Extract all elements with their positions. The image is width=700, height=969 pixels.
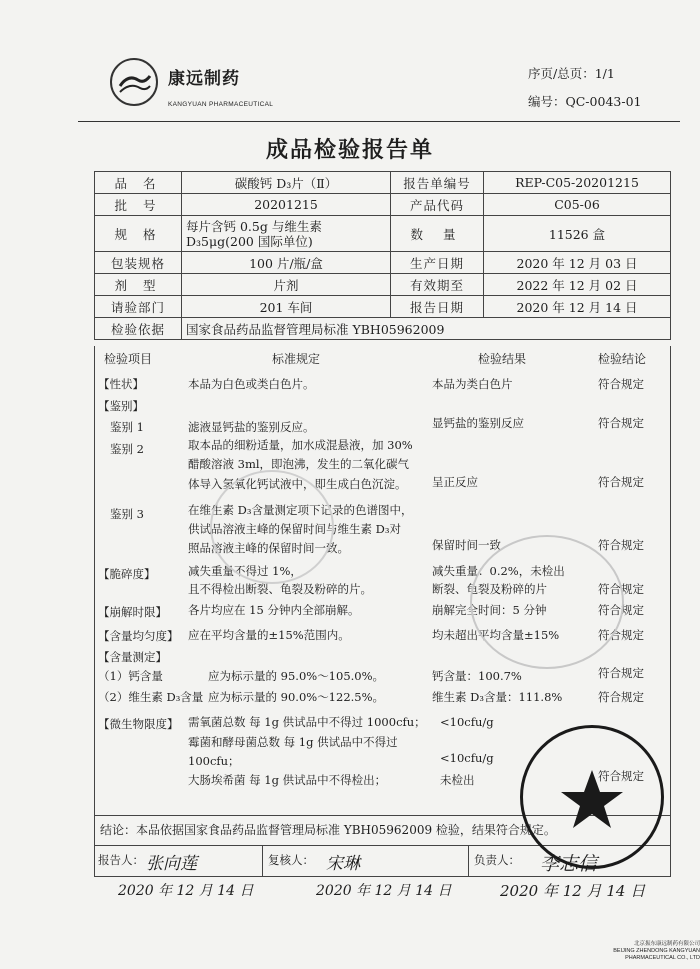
company-name: 康远制药	[168, 69, 240, 89]
qa-seal-stamp	[470, 535, 624, 669]
row-uniformity-conclusion: 符合规定	[598, 628, 644, 642]
row-uniformity-standard: 应在平均含量的±15%范围内。	[188, 628, 350, 642]
row-friability-standard-line2: 且不得检出断裂、龟裂及粉碎的片。	[188, 582, 372, 596]
info-table	[94, 171, 671, 340]
manager-label: 负责人：	[474, 853, 520, 867]
dept: 201 车间	[182, 296, 391, 318]
company-logo	[110, 58, 158, 106]
header-rule	[78, 121, 680, 122]
batch: 20201215	[182, 194, 391, 216]
row-id2-standard-line3: 体导入氢氧化钙试液中，即生成白色沉淀。	[188, 477, 407, 491]
footer-en: BEIJING ZHENDONG KANGYUAN PHARMACEUTICAL CO., LTD	[613, 948, 700, 961]
row-identification-item: 【鉴别】	[98, 399, 144, 413]
reporter-label: 报告人：	[98, 853, 144, 867]
row-id3-standard-line2: 供试品溶液主峰的保留时间与维生素 D₃对	[188, 522, 401, 536]
row-id3-standard-line3: 照品溶液主峰的保留时间一致。	[188, 541, 349, 555]
row-assay-item: 【含量测定】	[98, 650, 167, 664]
product-name-label: 品 名	[95, 172, 182, 194]
row-vitd3-conclusion: 符合规定	[598, 690, 644, 704]
col-item-header: 检验项目	[104, 352, 153, 366]
row-id1-item: 鉴别 1	[110, 420, 144, 434]
row-microbial-standard-3: 大肠埃希菌 每 1g 供试品中不得检出；	[188, 773, 387, 787]
col-standard-header: 标准规定	[272, 352, 321, 366]
row-appearance-standard: 本品为白色或类白色片。	[188, 377, 315, 391]
reviewer-signature: 宋琳	[326, 854, 360, 874]
basis-label: 检验依据	[95, 318, 182, 340]
row-vitd3-result: 维生素 D₃含量：111.8%	[432, 690, 563, 704]
spec-label: 规 格	[95, 216, 182, 252]
seal-star-icon	[523, 728, 661, 866]
row-calcium-conclusion: 符合规定	[598, 666, 644, 680]
row-disintegration-standard: 各片均应在 15 分钟内全部崩解。	[188, 603, 360, 617]
expiry: 2022 年 12 月 02 日	[484, 274, 671, 296]
row-friability-result-line1: 减失重量：0.2%，未检出	[432, 564, 565, 578]
spec: 每片含钙 0.5g 与维生素 D₃5μg(200 国际单位)	[182, 216, 391, 252]
col-conclusion-header: 检验结论	[598, 352, 647, 366]
row-friability-standard-line1: 减失重量不得过 1%，	[188, 564, 302, 578]
signature-divider	[468, 845, 469, 876]
page-title: 成品检验报告单	[265, 138, 434, 163]
row-uniformity-result: 均未超出平均含量±15%	[432, 628, 560, 642]
row-friability-conclusion: 符合规定	[598, 582, 644, 596]
row-microbial-result-1: <10cfu/g	[440, 715, 494, 729]
row-friability-result-line2: 断裂、龟裂及粉碎的片	[432, 582, 547, 596]
row-friability-item: 【脆碎度】	[98, 567, 156, 581]
row-id3-conclusion: 符合规定	[598, 538, 644, 552]
footer	[570, 941, 700, 962]
row-calcium-standard: 应为标示量的 95.0%～105.0%。	[208, 669, 385, 683]
footer-cn: 北京振东康远制药有限公司	[633, 941, 700, 947]
row-id2-conclusion: 符合规定	[598, 475, 644, 489]
pack-label: 包装规格	[95, 252, 182, 274]
company-name-en: KANGYUAN PHARMACEUTICAL	[168, 101, 274, 108]
expiry-label: 有效期至	[391, 274, 484, 296]
manager-signature: 李志信	[540, 853, 598, 875]
row-vitd3-item: （2）维生素 D₃含量	[98, 690, 204, 704]
row-id1-conclusion: 符合规定	[598, 416, 644, 430]
row-disintegration-result: 崩解完全时间：5 分钟	[432, 603, 547, 617]
batch-label: 批 号	[95, 194, 182, 216]
row-disintegration-item: 【崩解时限】	[98, 605, 167, 619]
row-microbial-conclusion: 符合规定	[598, 769, 644, 783]
mfg-date: 2020 年 12 月 03 日	[484, 252, 671, 274]
report-no: REP-C05-20201215	[484, 172, 671, 194]
reviewer-label: 复核人：	[268, 853, 314, 867]
manager-date: 2020 年 12 月 14 日	[500, 882, 646, 900]
form-label: 剂 型	[95, 274, 182, 296]
page-count: 序页/总页：1/1	[528, 66, 615, 81]
row-id3-result: 保留时间一致	[432, 538, 501, 552]
row-microbial-standard-1: 需氧菌总数 每 1g 供试品中不得过 1000cfu；	[188, 715, 426, 729]
row-microbial-standard-2-line2: 100cfu；	[188, 754, 240, 768]
row-microbial-standard-2-line1: 霉菌和酵母菌总数 每 1g 供试品中不得过	[188, 735, 398, 749]
row-id1-standard: 滤液显钙盐的鉴别反应。	[188, 420, 315, 434]
report-no-label: 报告单编号	[391, 172, 484, 194]
watermark-stamp	[210, 470, 334, 584]
row-calcium-result: 钙含量：100.7%	[432, 669, 522, 683]
row-vitd3-standard: 应为标示量的 90.0%～122.5%。	[208, 690, 385, 704]
logo-swirl-icon	[112, 60, 156, 104]
product-code-label: 产品代码	[391, 194, 484, 216]
reviewer-date: 2020 年 12 月 14 日	[316, 883, 452, 899]
conclusion-text: 结论：本品依据国家食品药品监督管理局标准 YBH05962009 检验，结果符合规定。	[100, 823, 556, 837]
row-id2-standard-line2: 醋酸溶液 3ml，即泡沸，发生的二氧化碳气	[188, 457, 410, 471]
pack: 100 片/瓶/盒	[182, 252, 391, 274]
row-calcium-item: （1）钙含量	[98, 669, 163, 683]
row-appearance-item: 【性状】	[98, 377, 144, 391]
qty: 11526 盒	[484, 216, 671, 252]
row-id2-standard-line1: 取本品的细粉适量，加水成混悬液，加 30%	[188, 438, 413, 452]
row-disintegration-conclusion: 符合规定	[598, 603, 644, 617]
document-number: 编号：QC-0043-01	[528, 94, 642, 109]
company-seal-stamp	[520, 725, 664, 869]
product-name: 碳酸钙 D₃片（Ⅱ）	[182, 172, 391, 194]
report-date-label: 报告日期	[391, 296, 484, 318]
col-result-header: 检验结果	[478, 352, 527, 366]
row-id2-item: 鉴别 2	[110, 442, 144, 456]
row-microbial-result-3: 未检出	[440, 773, 475, 787]
row-id3-standard-line1: 在维生素 D₃含量测定项下记录的色谱图中，	[188, 503, 413, 517]
form: 片剂	[182, 274, 391, 296]
row-appearance-result: 本品为类白色片	[432, 377, 513, 391]
dept-label: 请验部门	[95, 296, 182, 318]
row-id2-result: 呈正反应	[432, 475, 478, 489]
qty-label: 数 量	[391, 216, 484, 252]
reporter-signature: 张向莲	[146, 854, 197, 874]
report-date: 2020 年 12 月 14 日	[484, 296, 671, 318]
product-code: C05-06	[484, 194, 671, 216]
signature-divider	[262, 845, 263, 876]
row-id3-item: 鉴别 3	[110, 507, 144, 521]
row-appearance-conclusion: 符合规定	[598, 377, 644, 391]
reporter-date: 2020 年 12 月 14 日	[118, 883, 254, 899]
row-id1-result: 显钙盐的鉴别反应	[432, 416, 524, 430]
basis: 国家食品药品监督管理局标准 YBH05962009	[182, 318, 671, 340]
row-uniformity-item: 【含量均匀度】	[98, 629, 179, 643]
row-microbial-item: 【微生物限度】	[98, 717, 179, 731]
mfg-date-label: 生产日期	[391, 252, 484, 274]
row-microbial-result-2: <10cfu/g	[440, 751, 494, 765]
